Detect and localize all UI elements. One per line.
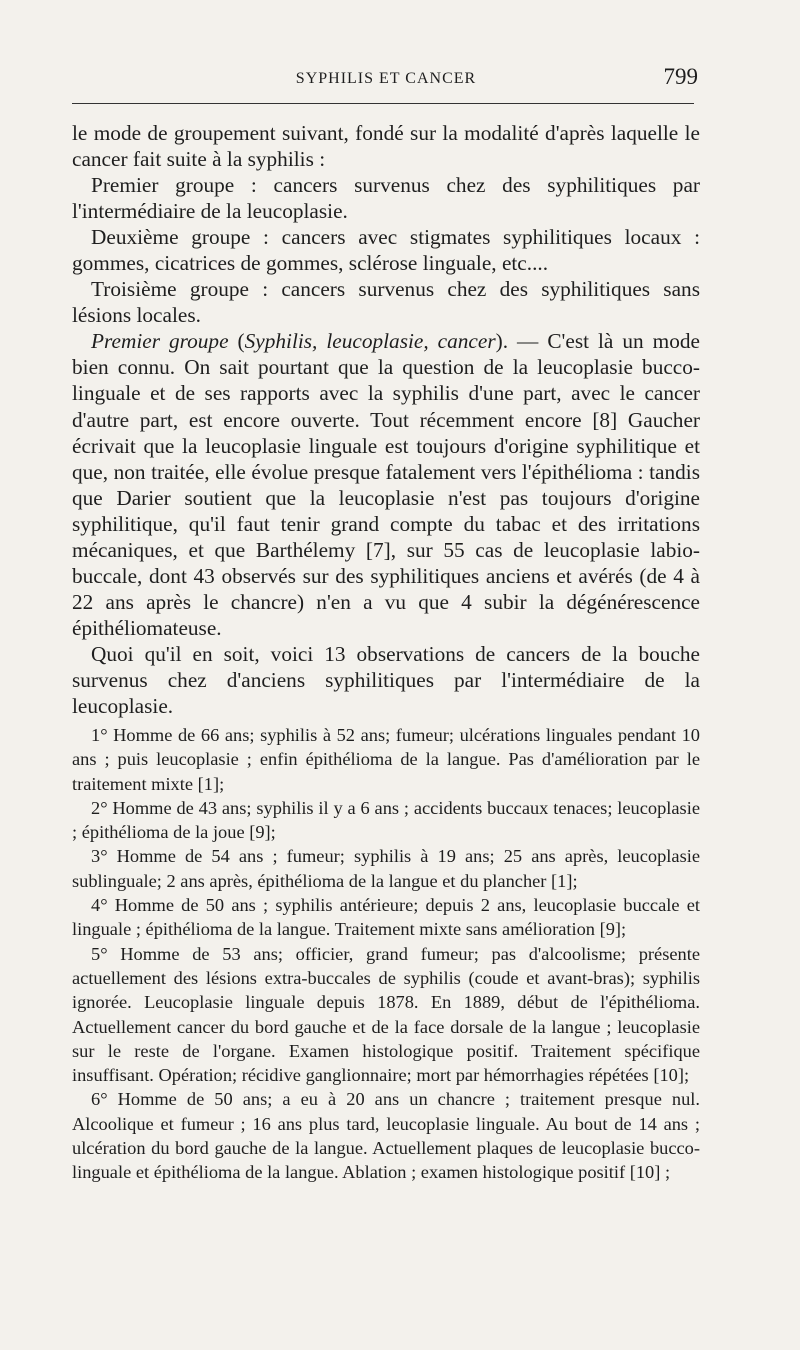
paragraph-premier-groupe (72, 328, 700, 641)
header-rule (72, 103, 694, 104)
paragraph: Deuxième groupe : cancers avec stigmates syphilitiques locaux : gommes, cicatrices de gommes, sclérose linguale, etc.... (72, 225, 700, 276)
page-header (72, 62, 700, 98)
observations-list (72, 723, 700, 1185)
main-text (72, 120, 700, 719)
observation: 3° Homme de 54 ans ; fumeur; syphilis à 19 ans; 25 ans après, leucoplasie sublinguale; 2 ans après, épithélioma de la langue et du plancher [1]; (72, 846, 700, 891)
paragraph: Troisième groupe : cancers survenus chez des syphilitiques sans lésions locales. (72, 277, 700, 328)
italic-heading: Premier groupe (91, 329, 229, 354)
paren-open: ( (228, 329, 245, 354)
observation: 6° Homme de 50 ans; a eu à 20 ans un chancre ; traitement presque nul. Alcoolique et fumeur ; 16 ans plus tard, leucoplasie linguale. Au bout de 14 ans ; ulcération du bord gauche de la langue. Actuellement plaques de leucoplasie bucco-linguale et épithélioma de la langue. Ablation ; examen histologique positif [10] ; (72, 1089, 700, 1183)
observation: 1° Homme de 66 ans; syphilis à 52 ans; fumeur; ulcérations linguales pendant 10 ans ; puis leucoplasie ; enfin épithélioma de la langue. Pas d'amélioration par le traitement mixte [1]; (72, 725, 700, 794)
paragraph: Premier groupe : cancers survenus chez des syphilitiques par l'intermédiaire de la leucoplasie. (72, 173, 700, 224)
italic-subheading: Syphilis, leucoplasie, cancer (244, 329, 496, 354)
paragraph-body: — C'est là un mode bien connu. On sait pourtant que la question de la leucoplasie bucco-linguale et de ses rapports avec la syphilis d'une part, avec le cancer d'autre part, est encore ouverte. Tout récemment encore [8] Gaucher écrivait que la leucoplasie linguale est toujours d'origine syphilitique et que, non traitée, elle évolue presque fatalement vers l'épithélioma : tandis que Darier soutient que la leucoplasie n'est pas toujours d'origine syphilitique, qu'il faut tenir grand compte du tabac et des irritations mécaniques, et que Barthélemy [7], sur 55 cas de leucoplasie labio-buccale, dont 43 observés sur des syphilitiques anciens et avérés (de 4 à 22 ans après le chancre) n'en a vu que 4 subir la dégénérescence épithéliomateuse. (72, 329, 700, 640)
observation: 5° Homme de 53 ans; officier, grand fumeur; pas d'alcoolisme; présente actuellement des lésions extra-buccales de syphilis (coude et avant-bras); syphilis ignorée. Leucoplasie linguale depuis 1878. En 1889, début de l'épithélioma. Actuellement cancer du bord gauche et de la face dorsale de la langue ; leucoplasie sur le reste de l'organe. Examen histologique positif. Traitement spécifique insuffisant. Opération; récidive ganglionnaire; mort par hémorrhagies répétées [10]; (72, 943, 700, 1086)
running-head: SYPHILIS ET CANCER (295, 70, 477, 87)
page-number: 799 (663, 64, 698, 89)
paragraph: le mode de groupement suivant, fondé sur la modalité d'après laquelle le cancer fait suite à la syphilis : (72, 121, 700, 172)
paragraph: Quoi qu'il en soit, voici 13 observations de cancers de la bouche survenus chez d'anciens syphilitiques par l'intermédiaire de la leucoplasie. (72, 641, 700, 719)
observation: 2° Homme de 43 ans; syphilis il y a 6 ans ; accidents buccaux tenaces; leucoplasie ; épithélioma de la joue [9]; (72, 797, 700, 843)
paren-close: ). (495, 329, 509, 354)
observation: 4° Homme de 50 ans ; syphilis antérieure; depuis 2 ans, leucoplasie buccale et linguale ; épithélioma de la langue. Traitement mixte sans amélioration [9]; (72, 895, 700, 940)
